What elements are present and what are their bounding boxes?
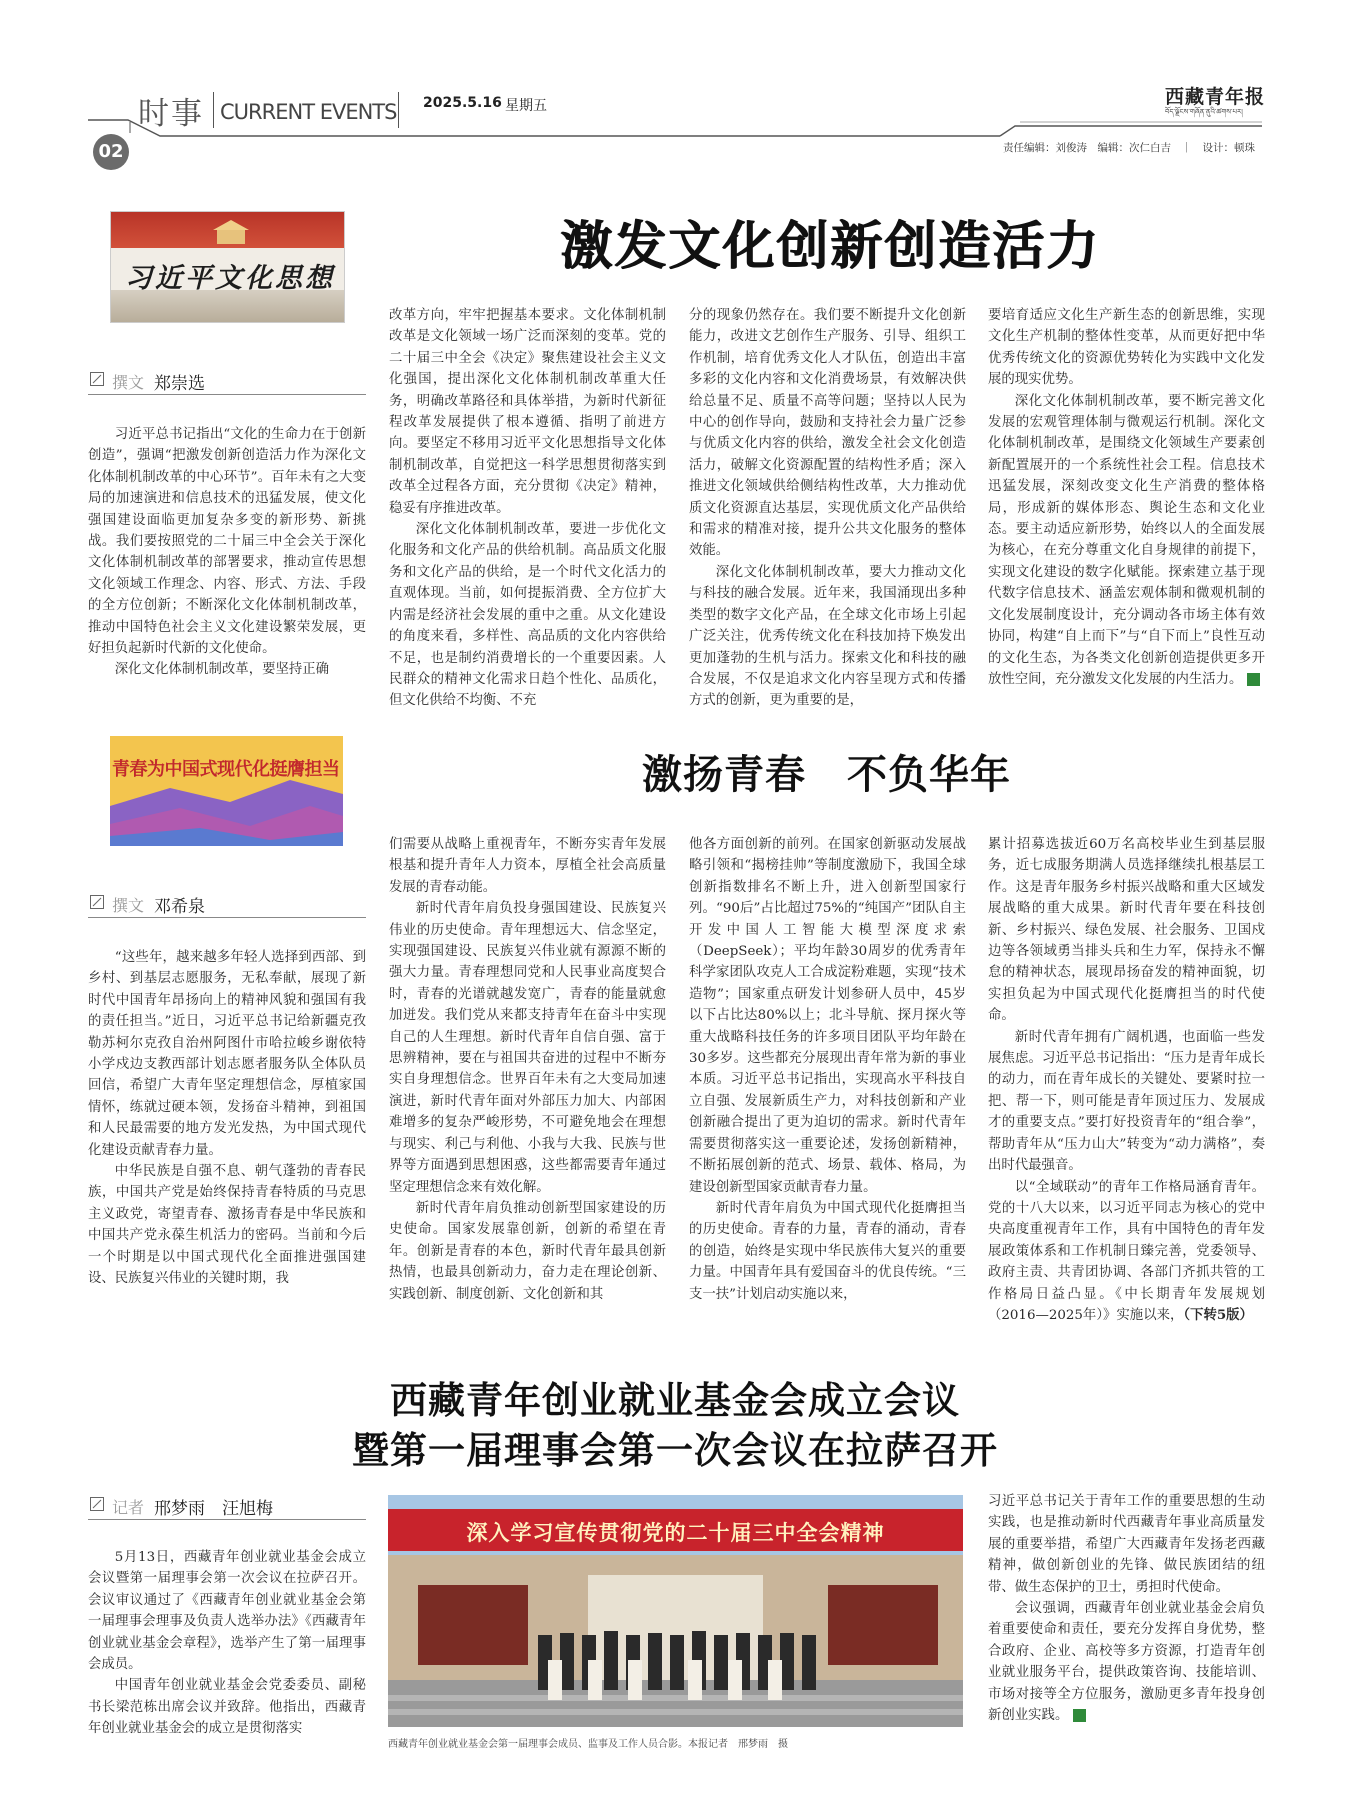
article1-column-3 <box>689 305 966 712</box>
issue-date: 2025.5.16 <box>423 95 502 111</box>
article2-headline: 激扬青春 不负华年 <box>642 751 1011 798</box>
article2-column-2 <box>389 834 666 1305</box>
article3-column-1 <box>88 1547 366 1740</box>
paragraph: 累计招募选拔近60万名高校毕业生到基层服务，近七成服务期满人员选择继续扎根基层工作。这是青年服务乡村振兴战略和重大区域发展战略的重大成果。新时代青年要在科技创新、乡村振兴、绿色发展、社会服务、卫国戍边等各领域勇当排头兵和生力军，保持永不懈怠的精神状态，展现昂扬奋发的精神面貌，切实担负起为中国式现代化挺膺担当的时代使命。 <box>988 837 1265 1024</box>
paragraph: 5月13日，西藏青年创业就业基金会成立会议暨第一届理事会第一次会议在拉萨召开。会议审议通过了《西藏青年创业就业基金会第一届理事会理事及负责人选举办法》《西藏青年创业就业基金会章程》，选举产生了第一届理事会成员。 <box>88 1550 366 1673</box>
paragraph: 改革方向，牢牢把握基本要求。文化体制机制改革是文化领域一场广泛而深刻的变革。党的二十届三中全会《决定》聚焦建设社会主义文化强国，提出深化文化体制机制改革重大任务，明确改革路径和具体举措，为新时代新征程改革发展提供了根本遵循、指明了前进方向。要坚定不移用习近平文化思想指导文化体制机制改革，自觉把这一科学思想贯彻落实到改革全过程各方面，充分贯彻《决定》精神，稳妥有序推进改革。 <box>389 308 666 516</box>
photo-caption: 西藏青年创业就业基金会第一届理事会成员、监事及工作人员合影。本报记者 邢梦雨 摄 <box>388 1739 788 1750</box>
article3-byline <box>88 1493 366 1520</box>
turn-page-note: （下转5版） <box>1183 1306 1253 1323</box>
pen-icon <box>90 895 104 909</box>
paragraph: 中国青年创业就业基金会党委委员、副秘书长梁范栋出席会议并致辞。他指出，西藏青年创业就业基金会的成立是贯彻落实 <box>88 1678 366 1737</box>
youth-banner-text: 青春为中国式现代化挺膺担当 <box>112 759 340 780</box>
article2-column-3 <box>689 834 966 1305</box>
group-photo <box>388 1495 963 1727</box>
photo-banner-slogan: 深入学习宣传贯彻党的二十届三中全会精神 <box>466 1520 885 1545</box>
paragraph: 深化文化体制机制改革，要大力推动文化与科技的融合发展。近年来，我国涌现出多种类型的数字文化产品，在全球文化市场上引起广泛关注，优秀传统文化在科技加持下焕发出更加蓬勃的生机与活力。探索文化和科技的融合发展，不仅是追求文化内容呈现方式和传播方式的创新，更为重要的是， <box>689 564 966 709</box>
byline-author: 郑崇选 <box>154 374 205 394</box>
section-title-en: CURRENT EVENTS <box>220 100 397 124</box>
article3-column-3 <box>988 1491 1265 1726</box>
paragraph: 新时代青年肩负为中国式现代化挺膺担当的历史使命。青春的力量，青春的涌动，青春的创造，始终是实现中华民族伟大复兴的重要力量。中国青年具有爱国奋斗的优良传统。“三支一扶”计划启动实施以来， <box>689 1200 966 1302</box>
paragraph: 要培育适应文化生产新生态的创新思维，实现文化生产机制的整体性变革，从而更好把中华优秀传统文化的资源优势转化为实践中文化发展的现实优势。 <box>988 308 1265 388</box>
article3-headline-line1: 西藏青年创业就业基金会成立会议 <box>390 1378 960 1422</box>
article1-byline <box>88 368 366 395</box>
byline-author: 邢梦雨 汪旭梅 <box>154 1499 273 1519</box>
byline-label: 撰文 <box>112 373 145 392</box>
culture-thought-banner <box>110 211 345 323</box>
article1-headline: 激发文化创新创造活力 <box>560 217 1101 277</box>
paragraph: 以“全域联动”的青年工作格局涵育青年。党的十八大以来，以习近平同志为核心的党中央高度重视青年工作，具有中国特色的青年发展政策体系和工作机制日臻完善，党委领导、政府主责、共青团协调、各部门齐抓共管的工作格局日益凸显。《中长期青年发展规划（2016—2025年）》实施以来，（下转5版） <box>988 1179 1265 1323</box>
paragraph: 习近平总书记关于青年工作的重要思想的生动实践，也是推动新时代西藏青年事业高质量发展的重要举措，希望广大西藏青年发扬老西藏精神，做创新创业的先锋、做民族团结的纽带、做生态保护的卫士，勇担时代使命。 <box>988 1494 1265 1595</box>
paragraph: 们需要从战略上重视青年，不断夯实青年发展根基和提升青年人力资本，厚植全社会高质量发展的青春动能。 <box>389 837 666 895</box>
paragraph: 新时代青年肩负推动创新型国家建设的历史使命。国家发展靠创新，创新的希望在青年。创新是青春的本色，新时代青年最具创新热情，也最具创新动力，奋力走在理论创新、实践创新、制度创新、文化创新和其 <box>389 1200 666 1302</box>
section-title: 时事 <box>138 96 204 132</box>
youth-banner <box>110 736 343 846</box>
issue-weekday: 星期五 <box>505 98 547 114</box>
byline-label: 撰文 <box>112 896 145 915</box>
article2-column-1 <box>88 947 366 1290</box>
paragraph: 中华民族是自强不息、朝气蓬勃的青春民族，中国共产党是始终保持青春特质的马克思主义政党，寄望青春、激扬青春是中华民族和中国共产党永葆生机活力的密码。当前和今后一个时期是以中国式现代化全面推进强国建设、民族复兴伟业的关键时期，我 <box>88 1164 366 1287</box>
paragraph: 深化文化体制机制改革，要进一步优化文化服务和文化产品的供给机制。高品质文化服务和文化产品的供给，是一个时代文化活力的直观体现。当前，如何提振消费、全方位扩大内需是经济社会发展的重中之重。从文化建设的角度来看，多样性、高品质的文化内容供给不足，也是制约消费增长的一个重要因素。人民群众的精神文化需求日趋个性化、品质化，但文化供给不均衡、不充 <box>389 522 666 709</box>
paragraph: 深化文化体制机制改革，要不断完善文化发展的宏观管理体制与微观运行机制。深化文化体制机制改革，是围绕文化领域生产要素创新配置展开的一个系统性社会工程。信息技术迅猛发展，深刻改变文化生产消费的整体格局，形成新的媒体形态、舆论生态和文化业态。要主动适应新形势，始终以人的全面发展为核心，在充分尊重文化自身规律的前提下，实现文化建设的数字化赋能。探索建立基于现代数字信息技术、涵盖宏观体制和微观机制的文化发展制度设计，充分调动各市场主体有效协同，构建“自上而下”与“自下而上”良性互动的文化生态，为各类文化创新创造提供更多开放性空间，充分激发文化发展的内生活力。 ↑ <box>988 393 1282 687</box>
masthead-tibetan: བོད་ལྗོངས་གཞོན་ནུའི་ཚགས་པར། <box>1165 108 1243 116</box>
paragraph: 深化文化体制机制改革，要坚持正确 <box>114 662 330 678</box>
article1-column-4 <box>988 305 1282 690</box>
article2-byline <box>88 891 366 918</box>
editor-credits: 责任编辑：刘俊涛 编辑：次仁白吉 ｜ 设计：顿珠 <box>1003 142 1255 154</box>
paragraph: 新时代青年肩负投身强国建设、民族复兴伟业的历史使命。青年理想远大、信念坚定，实现强国建设、民族复兴伟业就有源源不断的强大力量。青春理想同党和人民事业高度契合时，青春的光谱就越发宽广，青春的能量就愈加迸发。我们党从来都支持青年在奋斗中实现自己的人生理想。新时代青年自信自强、富于思辨精神，要在与祖国共奋进的过程中不断夯实自身理想信念。世界百年未有之大变局加速演进，新时代青年面对外部压力加大、内部困难增多的复杂严峻形势，不可避免地会在理想与现实、利己与利他、小我与大我、民族与世界等方面遇到思想困惑，这些都需要青年通过坚定理想信念来有效化解。 <box>389 901 666 1195</box>
paragraph: “这些年，越来越多年轻人选择到西部、到乡村、到基层志愿服务，无私奉献，展现了新时代中国青年昂扬向上的精神风貌和强国有我的责任担当。”近日，习近平总书记给新疆克孜勒苏柯尔克孜自治州阿图什市哈拉峻乡谢依特小学戍边支教西部计划志愿者服务队全体队员回信，希望广大青年坚定理想信念，厚植家国情怀，练就过硬本领，发扬奋斗精神，到祖国和人民最需要的地方发光发热，为中国式现代化建设贡献青春力量。 <box>88 950 366 1158</box>
byline-label: 记者 <box>112 1498 145 1517</box>
article1-column-1 <box>88 424 366 681</box>
article2-column-4 <box>988 834 1265 1326</box>
masthead: 西藏青年报 <box>1165 86 1266 108</box>
article3-headline-line2: 暨第一届理事会第一次会议在拉萨召开 <box>352 1428 998 1472</box>
byline-author: 邓希泉 <box>154 897 205 917</box>
page-number: 02 <box>98 141 124 162</box>
paragraph: 分的现象仍然存在。我们要不断提升文化创新能力，改进文艺创作生产服务、引导、组织工作机制，培育优秀文化人才队伍，创造出丰富多彩的文化内容和文化消费场景，有效解决供给总量不足、质量不高等问题；坚持以人民为中心的创作导向，鼓励和支持社会力量广泛参与优质文化内容的供给，激发全社会文化创造活力，破解文化资源配置的结构性矛盾；深入推进文化领域供给侧结构性改革，大力推动优质文化资源直达基层，实现优质文化产品供给和需求的精准对接，提升公共文化服务的整体效能。 <box>689 308 966 559</box>
end-mark-icon: ↑ <box>1247 673 1260 686</box>
culture-thought-banner-text: 习近平文化思想 <box>125 263 335 294</box>
end-mark-icon: ↑ <box>1073 1709 1086 1722</box>
pen-icon <box>90 372 104 386</box>
paragraph: 会议强调，西藏青年创业就业基金会肩负着重要使命和责任，要充分发挥自身优势，整合政府、企业、高校等多方资源，打造青年创业就业服务平台，提供政策咨询、技能培训、市场对接等全方位服务，激励更多青年投身创新创业实践。 ↑ <box>988 1601 1265 1724</box>
article1-column-2 <box>389 305 666 712</box>
pen-icon <box>90 1497 104 1511</box>
paragraph: 他各方面创新的前列。在国家创新驱动发展战略引领和“揭榜挂帅”等制度激励下，我国全球创新指数排名不断上升，进入创新型国家行列。“90后”占比超过75%的“纯国产”团队自主开发中国人工智能大模型深度求索（DeepSeek）；平均年龄30周岁的优秀青年科学家团队攻克人工合成淀粉难题，实现“技术造物”；国家重点研发计划参研人员中，45岁以下占比达80%以上；北斗导航、探月探火等重大战略科技任务的许多项目团队平均年龄在30多岁。这些都充分展现出青年常为新的事业本质。习近平总书记指出，实现高水平科技自立自强、发展新质生产力，对科技创新和产业创新融合提出了更为迫切的需求。新时代青年需要贯彻落实这一重要论述，发扬创新精神，不断拓展创新的范式、场景、载体、格局，为建设创新型国家贡献青春力量。 <box>689 837 966 1195</box>
paragraph: 习近平总书记指出“文化的生命力在于创新创造”，强调“把激发创新创造活力作为深化文化体制机制改革的中心环节”。百年未有之大变局的加速演进和信息技术的迅猛发展，使文化强国建设面临更加复杂多变的新形势、新挑战。我们要按照党的二十届三中全会关于深化文化体制机制改革的部署要求，推动宣传思想文化领域工作理念、内容、形式、方法、手段的全方位创新；不断深化文化体制机制改革，推动中国特色社会主义文化建设繁荣发展，更好担负起新时代新的文化使命。 <box>88 427 366 657</box>
paragraph: 新时代青年拥有广阔机遇，也面临一些发展焦虑。习近平总书记指出：“压力是青年成长的动力，而在青年成长的关键处、要紧时拉一把、帮一下，则可能是青年顶过压力、发展成才的重要支点。”要打好投资青年的“组合拳”，帮助青年从“压力山大”转变为“动力满格”，奏出时代最强音。 <box>988 1029 1265 1174</box>
